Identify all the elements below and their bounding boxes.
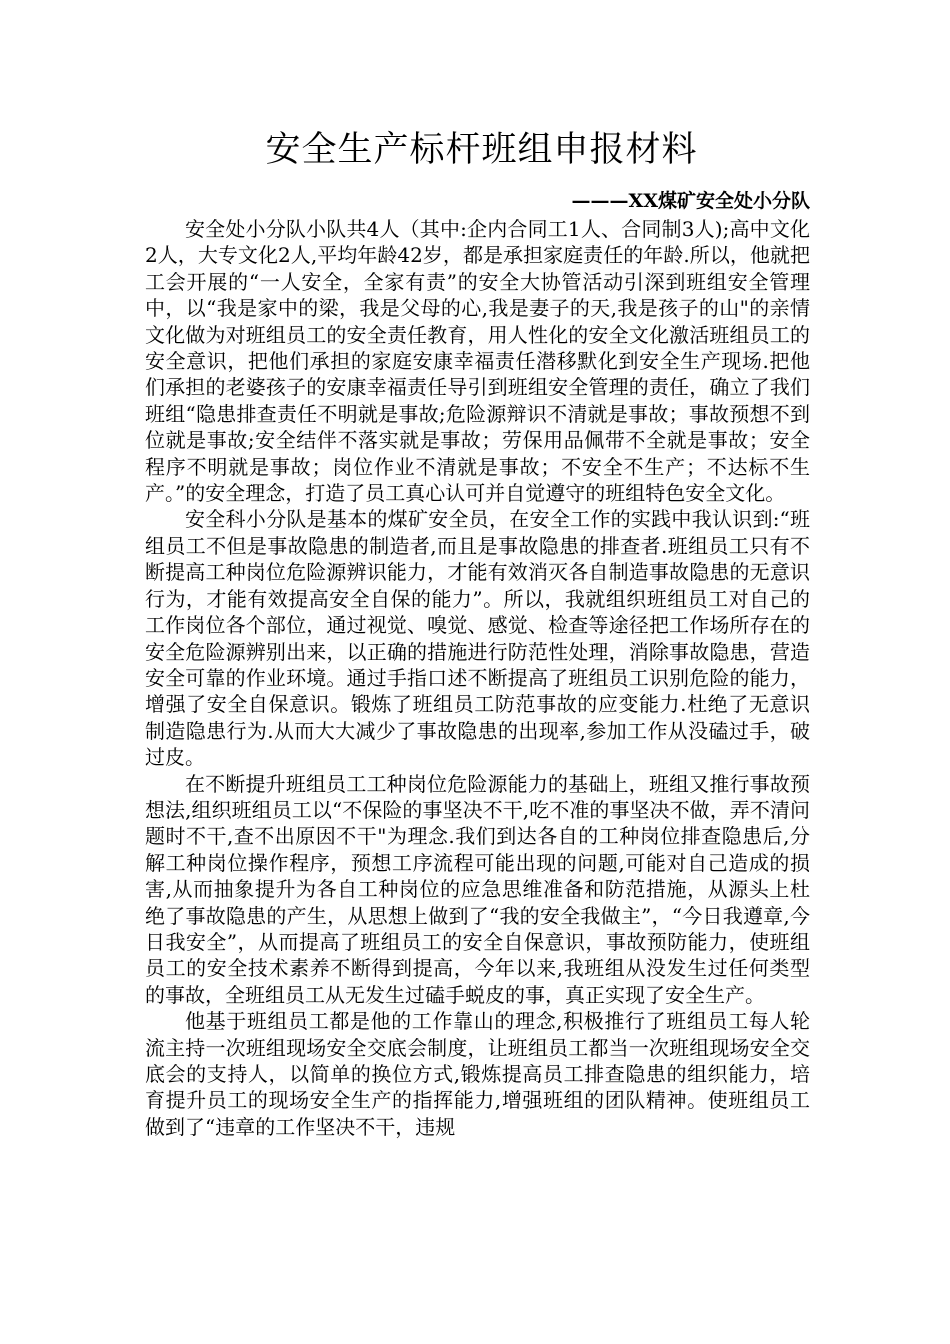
body-paragraph-1: 安全处小分队小队共4人（其中:企内合同工1人、合同制3人);高中文化2人，大专文化2人,平均年龄42岁，都是承担家庭责任的年龄.所以，他就把工会开展的“一人安全，全家有责”的安全大协管活动引深到班组安全管理中，以“我是家中的梁，我是父母的心,我是妻子的天,我是孩子的山"的亲情文化做为对班组员工的安全责任教育，用人性化的安全文化激活班组员工的安全意识，把他们承担的家庭安康幸福责任潜移默化到安全生产现场.把他们承担的老婆孩子的安康幸福责任导引到班组安全管理的责任，确立了我们班组“隐患排查责任不明就是事故;危险源辩识不清就是事故；事故预想不到位就是事故;安全结伴不落实就是事故；劳保用品佩带不全就是事故；安全程序不明就是事故；岗位作业不清就是事故；不安全不生产；不达标不生产。”的安全理念，打造了员工真心认可并自觉遵守的班组特色安全文化。 xyxy=(145,217,810,506)
body-paragraph-4: 他基于班组员工都是他的工作靠山的理念,积极推行了班组员工每人轮流主持一次班组现场安全交底会制度，让班组员工都当一次班组现场安全交底会的支持人，以简单的换位方式,锻炼提高员工排查隐患的组织能力，培育提升员工的现场安全生产的指挥能力,增强班组的团队精神。使班组员工做到了“违章的工作坚决不干，违规 xyxy=(145,1009,810,1139)
body-paragraph-2: 安全科小分队是基本的煤矿安全员，在安全工作的实践中我认识到:“班组员工不但是事故隐患的制造者,而且是事故隐患的排查者.班组员工只有不断提高工种岗位危险源辨识能力，才能有效消灭各自制造事故隐患的无意识行为，才能有效提高安全自保的能力”。所以，我就组织班组员工对自己的工作岗位各个部位，通过视觉、嗅觉、感觉、检查等途径把工作场所存在的安全危险源辨别出来，以正确的措施进行防范性处理，消除事故隐患，营造安全可靠的作业环境。通过手指口述不断提高了班组员工识别危险的能力，增强了安全自保意识。锻炼了班组员工防范事故的应变能力.杜绝了无意识制造隐患行为.从而大大减少了事故隐患的出现率,参加工作从没磕过手，破过皮。 xyxy=(145,507,810,770)
body-paragraph-3: 在不断提升班组员工工种岗位危险源能力的基础上，班组又推行事故预想法,组织班组员工以“不保险的事坚决不干,吃不准的事坚决不做，弄不清问题时不干,查不出原因不干"为理念.我们到达各自的工种岗位排查隐患后,分解工种岗位操作程序，预想工序流程可能出现的问题,可能对自己造成的损害,从而抽象提升为各自工种岗位的应急思维准备和防范措施，从源头上杜绝了事故隐患的产生，从思想上做到了“我的安全我做主”，“今日我遵章,今日我安全”，从而提高了班组员工的安全自保意识，事故预防能力，使班组员工的安全技术素养不断得到提高，今年以来,我班组从没发生过任何类型的事故，全班组员工从无发生过磕手蜕皮的事，真正实现了安全生产。 xyxy=(145,771,810,1007)
document-subtitle: ———XX煤矿安全处小分队 xyxy=(571,190,810,212)
document-title: 安全生产标杆班组申报材料 xyxy=(265,130,698,170)
document-page xyxy=(145,118,810,1140)
